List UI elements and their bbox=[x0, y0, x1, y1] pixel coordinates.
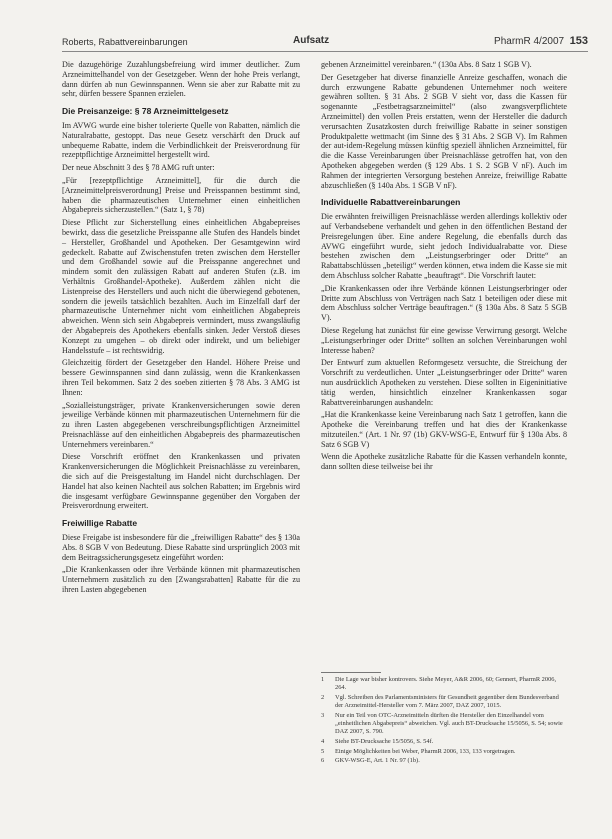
footnote-text: Nur ein Teil von OTC-Arzneimitteln dürften die Hersteller den Einzelhandel vom „einheitlichen Abgabepreis“ abweichen. Vgl. auch BT-Drucksache 15/5056, S. 54; sowie DAZ 2007, S. 790. bbox=[335, 711, 563, 736]
paragraph: Die dazugehörige Zuzahlungsbefreiung wird immer deutlicher. Zum Arzneimittelhandel von der Gesetzgeber. Wenn der hohe Preis verlangt, dann dürfen ab nun Gewinnspannen. Wenn sie aber zur Rabatte mit zu sehr, dürfen bessere Spannen erzielen. bbox=[62, 60, 300, 99]
footnote-text: Vgl. Schreiben des Parlamentsministers für Gesundheit gegenüber dem Bundesverband der Arzneimittel-Hersteller vom 7. März 2007, DAZ 2007, 1015. bbox=[335, 693, 559, 710]
header-section-label: Aufsatz bbox=[293, 35, 330, 46]
left-column bbox=[62, 60, 300, 598]
footnote bbox=[321, 757, 567, 765]
section-heading: Die Preisanzeige: § 78 Arzneimittelgesetz bbox=[62, 106, 229, 117]
footnote-number: 2 bbox=[321, 693, 325, 701]
footnote-text: Die Lage war bisher kontrovers. Siehe Meyer, A&R 2006, 60; Gennert, PharmR 2006, 264. bbox=[335, 676, 557, 692]
footnote-text: Einige Möglichkeiten bei Weber, PharmR 2006, 133, 133 vorgetragen. bbox=[335, 747, 516, 755]
paragraph: „Für [rezeptpflichtige Arzneimittel], für die durch die [Arzneimittelpreisverordnung] Preise und Preisspannen bestimmt sind, haben die pharmazeutischen Unternehmer einen einheitlichen Abgabepreis sicherzustellen.“ (Satz 1, § 78) bbox=[62, 175, 300, 215]
paragraph: Diese Freigabe ist insbesondere für die „freiwilligen Rabatte“ des § 130a Abs. 8 SGB V von Bedeutung. Diese Rabatte sind ursprünglich 2003 mit dem Beitragssicherungsgesetz eingeführt worden: bbox=[62, 533, 300, 562]
paragraph: Gleichzeitig fördert der Gesetzgeber den Handel. Höhere Preise und bessere Gewinnspannen sind dann zulässig, wenn die Krankenkassen ihren Teil bekommen. Satz 2 des soeben zitierten § 78 Abs. 3 AMG ist Ihnen: bbox=[62, 358, 300, 397]
header-rule bbox=[62, 51, 588, 52]
footnote-number: 1 bbox=[321, 676, 325, 683]
paragraph: „Hat die Krankenkasse keine Vereinbarung nach Satz 1 getroffen, kann die Apotheke die Vereinbarung treffen und hat dies der Krankenkasse mitzuteilen.“ (Art. 1 Nr. 97 (1b) GKV-WSG-E, Entwurf für § 130a Abs. 8 Satz 6 SGB V) bbox=[321, 410, 567, 449]
paragraph: Im AVWG wurde eine bisher tolerierte Quelle von Rabatten, nämlich die Naturalrabatte, gestoppt. Das neue Gesetz verschärft den Druck auf unbequeme Rabatte, indem die Verbindlichkeit der Preisverordnung für rezeptpflichtige Arzneimittel hergestellt wird. bbox=[62, 120, 300, 160]
footnote-number: 4 bbox=[321, 737, 325, 745]
footnote-text: GKV-WSG-E, Art. 1 Nr. 97 (1b). bbox=[335, 757, 420, 765]
paragraph: Der Entwurf zum aktuellen Reformgesetz versuchte, die Streichung der Vorschrift zu verdeutlichen. Unter „Leistungserbringer oder Dritte“ waren nun ausdrücklich Apotheken zu verstehen. Diese sollten in Eigeninitiative tätig werden, hinsichtlich einzelner Krankenkassen sogar Rabattvereinbarungen aushandeln: bbox=[321, 358, 567, 407]
footnote-rule bbox=[321, 672, 381, 673]
footnote-text: Siehe BT-Drucksache 15/5056, S. 54f. bbox=[335, 737, 434, 745]
paragraph: Diese Vorschrift eröffnet den Krankenkassen und privaten Krankenversicherungen die Möglichkeit Preisnachlässe zu vereinbaren, die sich auf die Preisgestaltung im Handel nicht durchschlagen. Der Handel hat also keinen Nachteil aus solchen Rabatten; im Ergebnis wird die insgesamt verfügbare Gewinnspanne gegenüber den Vorgaben der Preisverordnung erweitert. bbox=[62, 452, 300, 511]
paragraph: „Die Krankenkassen oder ihre Verbände können Leistungserbringer oder Dritte zum Abschluss von Verträgen nach Satz 1 beteiligen oder diese mit dem Abschluss solcher Verträge beauftragen.“ (§ 130a Abs. 8 Satz 5 SGB V). bbox=[321, 283, 567, 323]
paragraph: Der neue Abschnitt 3 des § 78 AMG ruft unter: bbox=[62, 163, 215, 173]
footnote bbox=[321, 712, 567, 737]
paragraph: Der Gesetzgeber hat diverse finanzielle Anreize geschaffen, wonach die durch erzwungene Rabatte gebundenen Unternehmer noch weitere gewähren sollten. § 31 Abs. 2 SGB V sieht vor, dass die Kassen für sogenannte „Festbetragsarzneimittel“ (also zwangsverpflichtete Arzneimittel) den vollen Preis erstatten, wenn der Hersteller die dadurch verursachten Zusatzkosten durch freiwillige Rabatte in seiner sonstigen Produktpalette wettmacht (im Sinne des § 31 Abs. 2 SGB V). Im Rahmen der aut-idem-Regelung müssen künftig speziell ähnlichen Arzneimittel, für die die Kasse Vereinbarungen über Preisnachlässe getroffen hat, von den Apotheken abgegeben werden (§ 129 Abs. 1 S. 2 SGB V nF). Auch im Rahmen der integrierten Versorgung bestehen Anreize, freiwillige Rabatte abzuschließen (§ 140a Abs. 1 SGB V nF). bbox=[321, 72, 567, 190]
paragraph: Diese Pflicht zur Sicherstellung eines einheitlichen Abgabepreises bewirkt, dass die gesetzliche Preisspanne alle Stufen des Handels bindet – Hersteller, Großhandel und Apotheken. Der Gesamtgewinn wird gedeckelt. Rabatte auf Zwischenstufen treten zwischen dem Hersteller und dem Großhandel sowie auf die Preisspanne angerechnet und mindern somit den zulässigen Rabatt auf anderen Stufen (z.B. im Verhältnis Großhandel-Apotheke). Außerdem zählen nicht die Listenpreise des Herstellers und auch nicht die überwiegend gebotenen, sondern die jeweils tatsächlich bezahlten. Auch im Einzelfall darf der pharmazeutische Unternehmer nicht vom einheitlichen Abgabepreis abweichen. Wenn sich sein Abgabepreis vermindert, muss zwangsläufig der Abgabepreis des Apothekers ebenfalls sinken. Jeder Verstoß dieses Konzept zu umgehen – ob direkt oder indirekt, und um beliebiger Handelsstufe – ist rechtswidrig. bbox=[62, 218, 300, 355]
paragraph: „Die Krankenkassen oder ihre Verbände können mit pharmazeutischen Unternehmern zusätzlich zu den [Zwangsrabatten] Rabatte für die zu ihren Lasten abgegebenen bbox=[62, 565, 300, 595]
footnote bbox=[321, 748, 567, 756]
header-author-title: Roberts, Rabattvereinbarungen bbox=[62, 37, 188, 47]
paragraph: Diese Regelung hat zunächst für eine gewisse Verwirrung gesorgt. Welche „Leistungserbringer oder Dritte“ sollten an solchen Vereinbarungen wohl Interesse haben? bbox=[321, 325, 567, 355]
footnote bbox=[321, 676, 567, 692]
header-journal-issue: PharmR 4/2007 bbox=[494, 36, 565, 47]
footnote bbox=[321, 694, 567, 710]
page-number: 153 bbox=[569, 35, 588, 47]
running-header bbox=[62, 34, 588, 50]
section-heading: Freiwillige Rabatte bbox=[62, 518, 138, 529]
paragraph: „Sozialleistungsträger, private Krankenversicherungen sowie deren jeweilige Verbände können mit pharmazeutischen Unternehmern für die zu ihren Lasten abgegebenen verschreibungspflichtigen Arzneimittel Preisnachlässe auf den einheitlichen Abgabepreis des pharmazeutischen Unternehmers vereinbaren.“ bbox=[62, 400, 300, 449]
paragraph: Die erwähnten freiwilligen Preisnachlässe werden allerdings kollektiv oder auf Verbandsebene verhandelt und gehen in den öffentlichen Bestand der Preisregelungen über. Eine andere Regelung, die ebenfalls durch das AVWG eingeführt wurde, sieht jedoch Individualrabatte vor. Diese bestehen zwischen dem „Leistungserbringer oder Dritte“ an Rabattabschlüssen „beteiligt“ werden können, etwa indem die Kasse sie mit dem Abschluss solcher Rabatte „beauftragt“. Die Vorschrift lautet: bbox=[321, 212, 567, 280]
right-column bbox=[321, 60, 567, 475]
section-heading: Individuelle Rabattvereinbarungen bbox=[321, 197, 461, 208]
footnote-number: 5 bbox=[321, 747, 325, 755]
paragraph: Wenn die Apotheke zusätzliche Rabatte für die Kassen verhandeln konnte, dann sollten diese teilweise bei ihr bbox=[321, 452, 567, 472]
footnote bbox=[321, 738, 567, 746]
header-journal bbox=[494, 35, 588, 47]
footnote-number: 6 bbox=[321, 757, 325, 765]
footnotes bbox=[321, 672, 567, 767]
footnote-number: 3 bbox=[321, 711, 325, 719]
paragraph: gebenen Arzneimittel vereinbaren.“ (130a Abs. 8 Satz 1 SGB V). bbox=[321, 60, 532, 69]
